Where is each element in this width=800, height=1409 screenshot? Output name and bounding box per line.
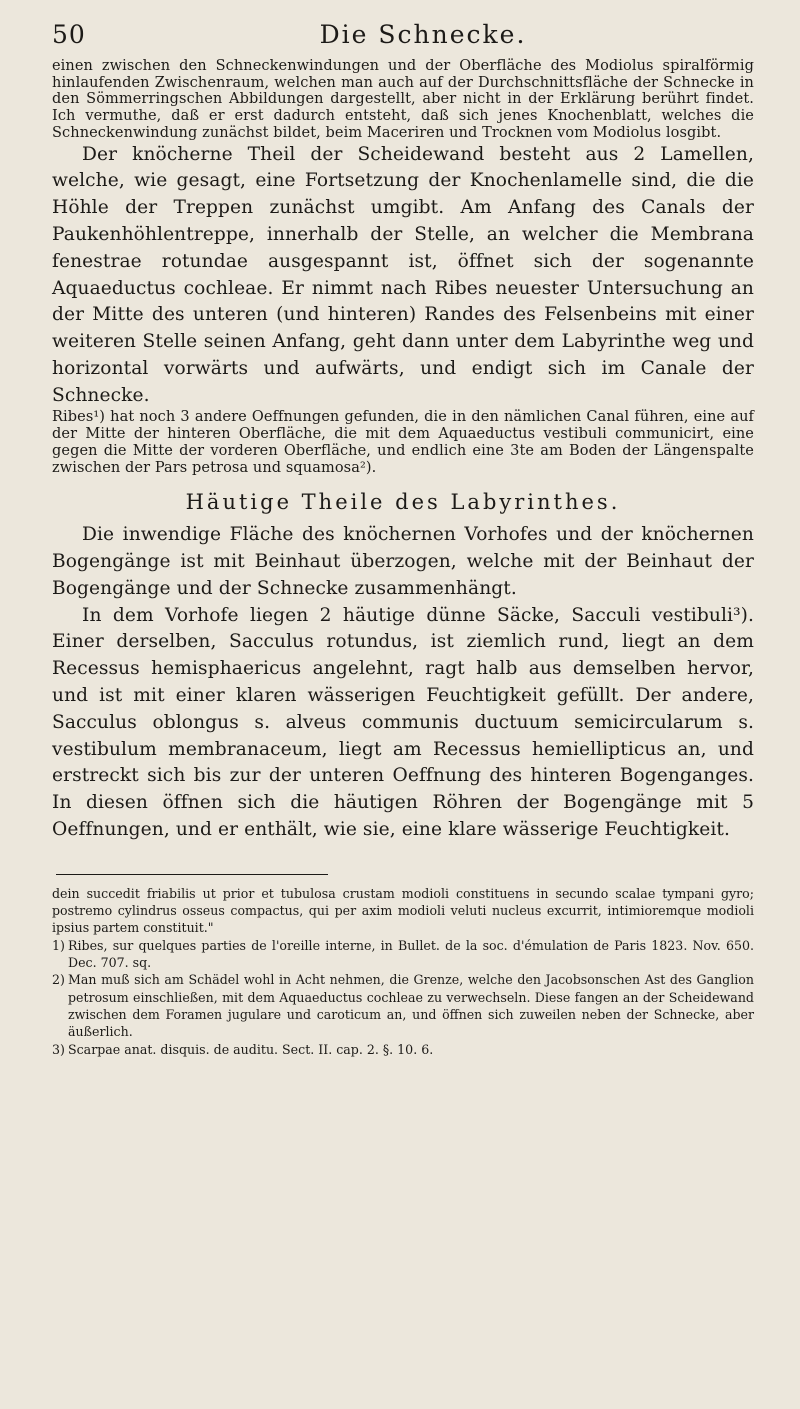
footnotes: [52, 885, 754, 1058]
footnote-text: Ribes, sur quelques parties de l'oreille interne, in Bullet. de la soc. d'émulation de Paris 1823. Nov. 650. Dec. 707. sq.: [68, 937, 754, 971]
footnote-text: Man muß sich am Schädel wohl in Acht nehmen, die Grenze, welche den Jacobsonschen Ast des Ganglion petrosum einschließen, mit dem Aquaeductus cochleae zu verwechseln. Diese fangen an der Scheidewand zwischen dem Foramen jugulare und caroticum an, und öffnen sich zuweilen neben der Schnecke, aber äußerlich.: [68, 972, 754, 1040]
footnote-2: [52, 971, 754, 1040]
footnote-text: Scarpae anat. disquis. de auditu. Sect. II. cap. 2. §. 10. 6.: [68, 1041, 434, 1057]
body-text: [52, 58, 754, 844]
footnote-mark: 3): [52, 1041, 65, 1057]
ribes-note-paragraph: Ribes¹) hat noch 3 andere Oeffnungen gefunden, die in den nämlichen Canal führen, eine auf der Mitte der hinteren Oberfläche, die mit dem Aquaeductus vestibuli communicirt, eine gegen die Mitte der vorderen Oberfläche, und endlich eine 3te am Boden der Längenspalte zwischen der Pars petrosa und squamosa²).: [52, 409, 754, 476]
paragraph-scheidewand: Der knöcherne Theil der Scheidewand besteht aus 2 Lamellen, welche, wie gesagt, eine Fortsetzung der Knochenlamelle sind, die die Höhle der Treppen zunächst umgibt. Am Anfang des Canals der Paukenhöhlentreppe, innerhalb der Stelle, an welcher die Membrana fenestrae rotundae ausgespannt ist, öffnet sich der sogenannte Aquaeductus cochleae. Er nimmt nach Ribes neuester Untersuchung an der Mitte des unteren (und hinteren) Randes des Felsenbeins mit einer weiteren Stelle seinen Anfang, geht dann unter dem Labyrinthe weg und horizontal vorwärts und aufwärts, und endigt sich im Canale der Schnecke.: [52, 143, 754, 406]
footnote-rule: [56, 874, 328, 875]
paragraph-sacculi: In dem Vorhofe liegen 2 häutige dünne Säcke, Sacculi vestibuli³). Einer derselben, Sacculus rotundus, ist ziemlich rund, liegt an dem Recessus hemisphaericus angelehnt, ragt halb aus demselben hervor, und ist mit einer klaren wässerigen Feuchtigkeit gefüllt. Der andere, Sacculus oblongus s. alveus communis ductuum semicircularum s. vestibulum membranaceum, liegt am Recessus hemiellipticus an, und erstreckt sich bis zur der unteren Oeffnung des hinteren Bogenganges. In diesen öffnen sich die häutigen Röhren der Bogengänge mit 5 Oeffnungen, und er enthält, wie sie, eine klare wässerige Feuchtigkeit.: [52, 604, 754, 841]
continuation-paragraph: einen zwischen den Schneckenwindungen und der Oberfläche des Modiolus spiralförmig hinlaufenden Zwischenraum, welchen man auch auf der Durchschnittsfläche der Schnecke in den Sömmerringschen Abbildungen dargestellt, aber nicht in der Erklärung berührt findet. Ich vermuthe, daß er erst dadurch entsteht, daß sich jenes Knochenblatt, welches die Schneckenwindung zunächst bildet, beim Maceriren und Trocknen vom Modiolus losgibt.: [52, 58, 754, 141]
footnote-mark: 1): [52, 937, 65, 953]
section-heading: Häutige Theile des Labyrinthes.: [185, 490, 621, 515]
page-number: 50: [52, 20, 86, 49]
footnote-1: [52, 937, 754, 972]
running-head: [52, 20, 754, 54]
footnote-mark: 2): [52, 972, 65, 988]
footnote-continuation: dein succedit friabilis ut prior et tubulosa crustam modioli constituens in secundo scalae tympani gyro; postremo cylindrus osseus compactus, qui per axim modioli veluti nucleus excurrit, intimioremque modioli ipsius partem constituit.": [52, 885, 754, 936]
paragraph-beinhaut: Die inwendige Fläche des knöchernen Vorhofes und der knöchernen Bogengänge ist mit Beinhaut überzogen, welche mit der Beinhaut der Bogengänge und der Schnecke zusammenhängt.: [52, 524, 754, 599]
footnote-3: [52, 1041, 754, 1058]
running-title: Die Schnecke.: [319, 20, 527, 49]
